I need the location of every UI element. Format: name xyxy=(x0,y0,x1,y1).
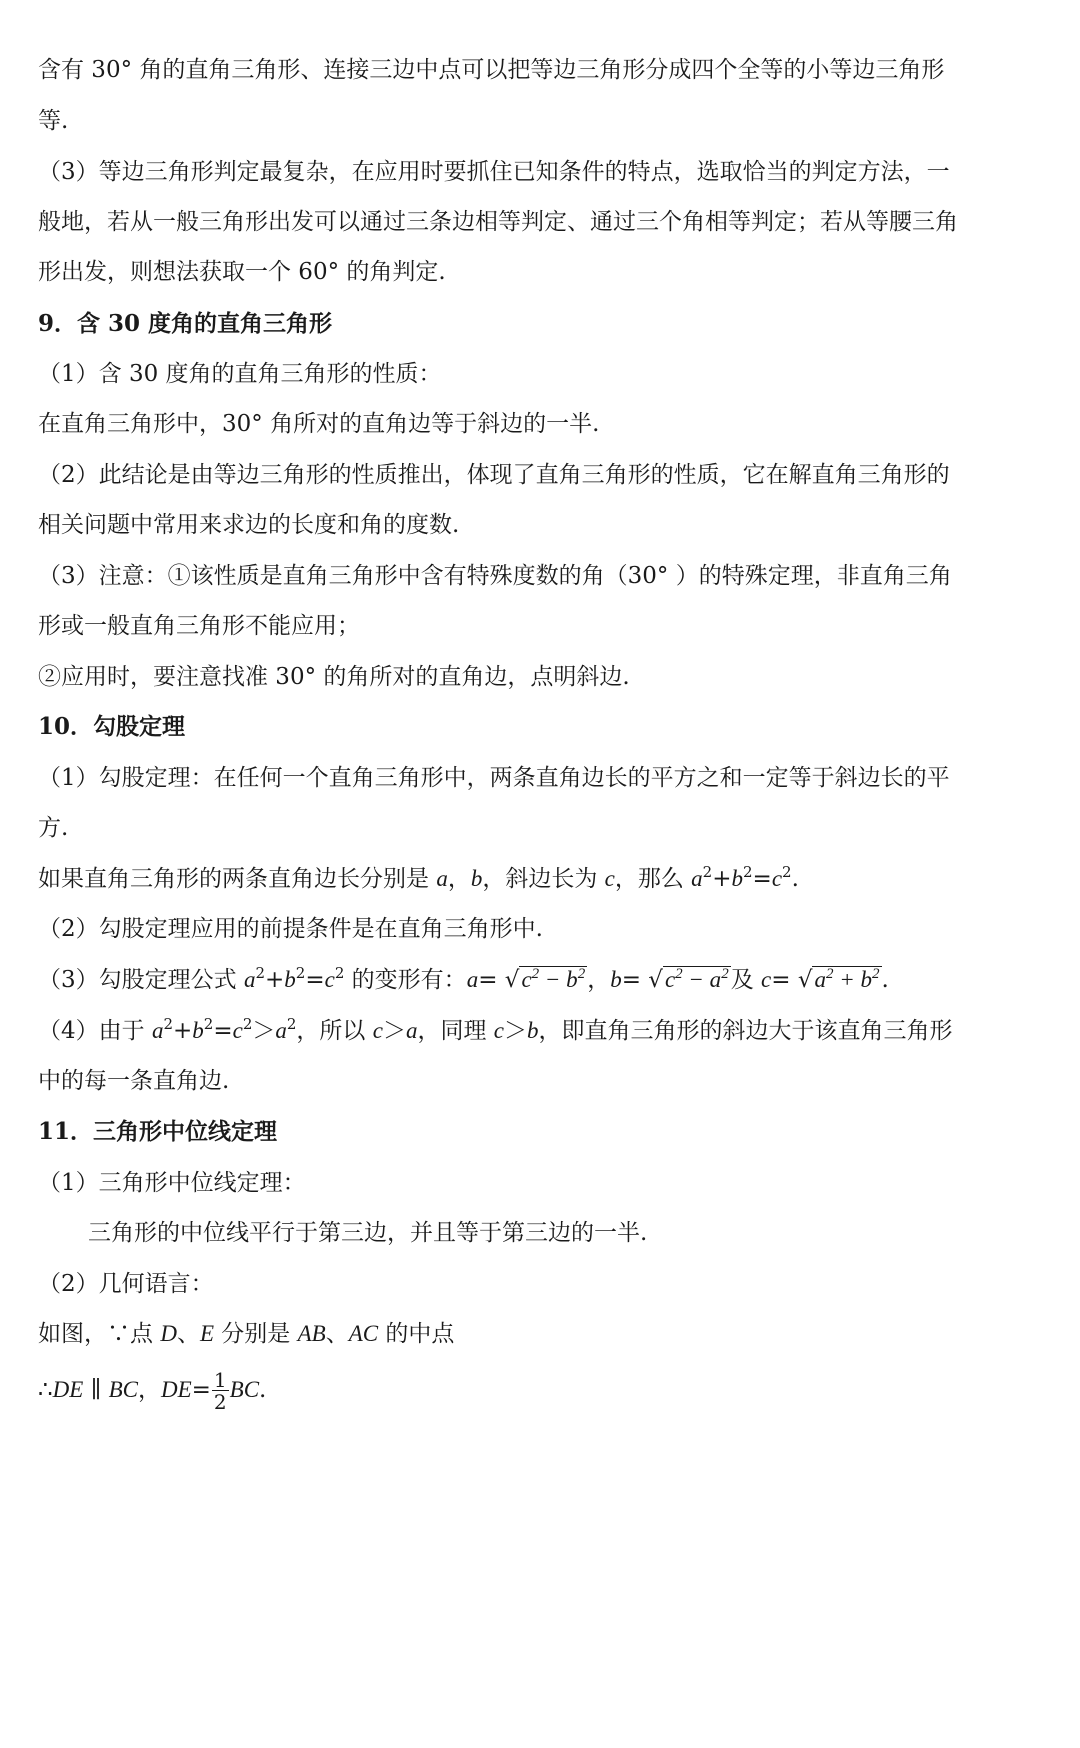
sqrt-c2-minus-a2: $√c^2 - a^2$ xyxy=(648,966,729,993)
text-line: （1）勾股定理：在任何一个直角三角形中，两条直角边长的平方之和一定等于斜边长的平 xyxy=(38,765,950,791)
sqrt-a2-plus-b2: $√a^2 + b^2$ xyxy=(797,966,880,993)
text-line-geometry-given: 如图，∵点 D、E 分别是 AB、AC 的中点 xyxy=(38,1321,455,1347)
pythagoras-formula: $a^2+b^2=c^2$ xyxy=(691,863,792,892)
pythagoras-formula: $a^2+b^2=c^2$ xyxy=(243,964,345,993)
text-line: （1）含 30 度角的直角三角形的性质： xyxy=(38,361,442,387)
text-line: （1）三角形中位线定理： xyxy=(38,1170,306,1196)
text-line-theorem: 三角形的中位线平行于第三边，并且等于第三边的一半. xyxy=(88,1220,648,1246)
text-line: （2）此结论是由等边三角形的性质推出，体现了直角三角形的性质，它在解直角三角形的 xyxy=(38,462,950,488)
text-line: 般地，若从一般三角形出发可以通过三条边相等判定、通过三个角相等判定；若从等腰三角 xyxy=(38,209,958,235)
section-heading-11: 11．三角形中位线定理 xyxy=(38,1118,278,1145)
text-line: 含有 30° 角的直角三角形、连接三边中点可以把等边三角形分成四个全等的小等边三角形 xyxy=(38,57,945,83)
text-line-geometry-conclusion: ∴DE ∥ BC，DE= $\frac{1}{2}$ BC. xyxy=(38,1367,267,1414)
text-line-inequality: （4）由于 $a^2+b^2=c^2>a^2$，所以 c＞a，同理 c＞b，即直角三角形的斜边大于该直角三角形 xyxy=(38,1015,953,1044)
section-heading-9: 9．含 30 度角的直角三角形 xyxy=(38,310,333,337)
section-heading-10: 10．勾股定理 xyxy=(38,713,186,740)
text-line: 方. xyxy=(38,815,69,841)
text-line: 等. xyxy=(38,108,69,134)
text-line-pythagoras-statement: 如果直角三角形的两条直角边长分别是 a，b，斜边长为 c，那么 $a^2+b^2=c^2$. xyxy=(38,863,799,892)
text-line: （3）注意：①该性质是直角三角形中含有特殊度数的角（30° ）的特殊定理，非直角三角 xyxy=(38,563,952,589)
sqrt-c2-minus-b2: $√c^2 - b^2$ xyxy=(504,966,586,993)
fraction-one-half: $\frac{1}{2}$ xyxy=(213,1367,227,1414)
text-line: 中的每一条直角边. xyxy=(38,1068,230,1094)
text-line-formula-variants: （3）勾股定理公式 $a^2+b^2=c^2$ 的变形有：$a= √c^2 - b^2$，$b= √c^2 - a^2$及 $c= √a^2 + b^2$. xyxy=(38,964,1042,996)
text-line: ②应用时，要注意找准 30° 的角所对的直角边，点明斜边. xyxy=(38,664,630,690)
text-line: 形或一般直角三角形不能应用； xyxy=(38,613,360,639)
text-line: （2）几何语言： xyxy=(38,1271,214,1297)
text-line: 相关问题中常用来求边的长度和角的度数. xyxy=(38,512,460,538)
text-line: （3）等边三角形判定最复杂，在应用时要抓住已知条件的特点，选取恰当的判定方法，一 xyxy=(38,159,950,185)
text-line: 在直角三角形中，30° 角所对的直角边等于斜边的一半. xyxy=(38,411,600,437)
text-line: 形出发，则想法获取一个 60° 的角判定. xyxy=(38,259,446,285)
text-line: （2）勾股定理应用的前提条件是在直角三角形中. xyxy=(38,916,543,942)
